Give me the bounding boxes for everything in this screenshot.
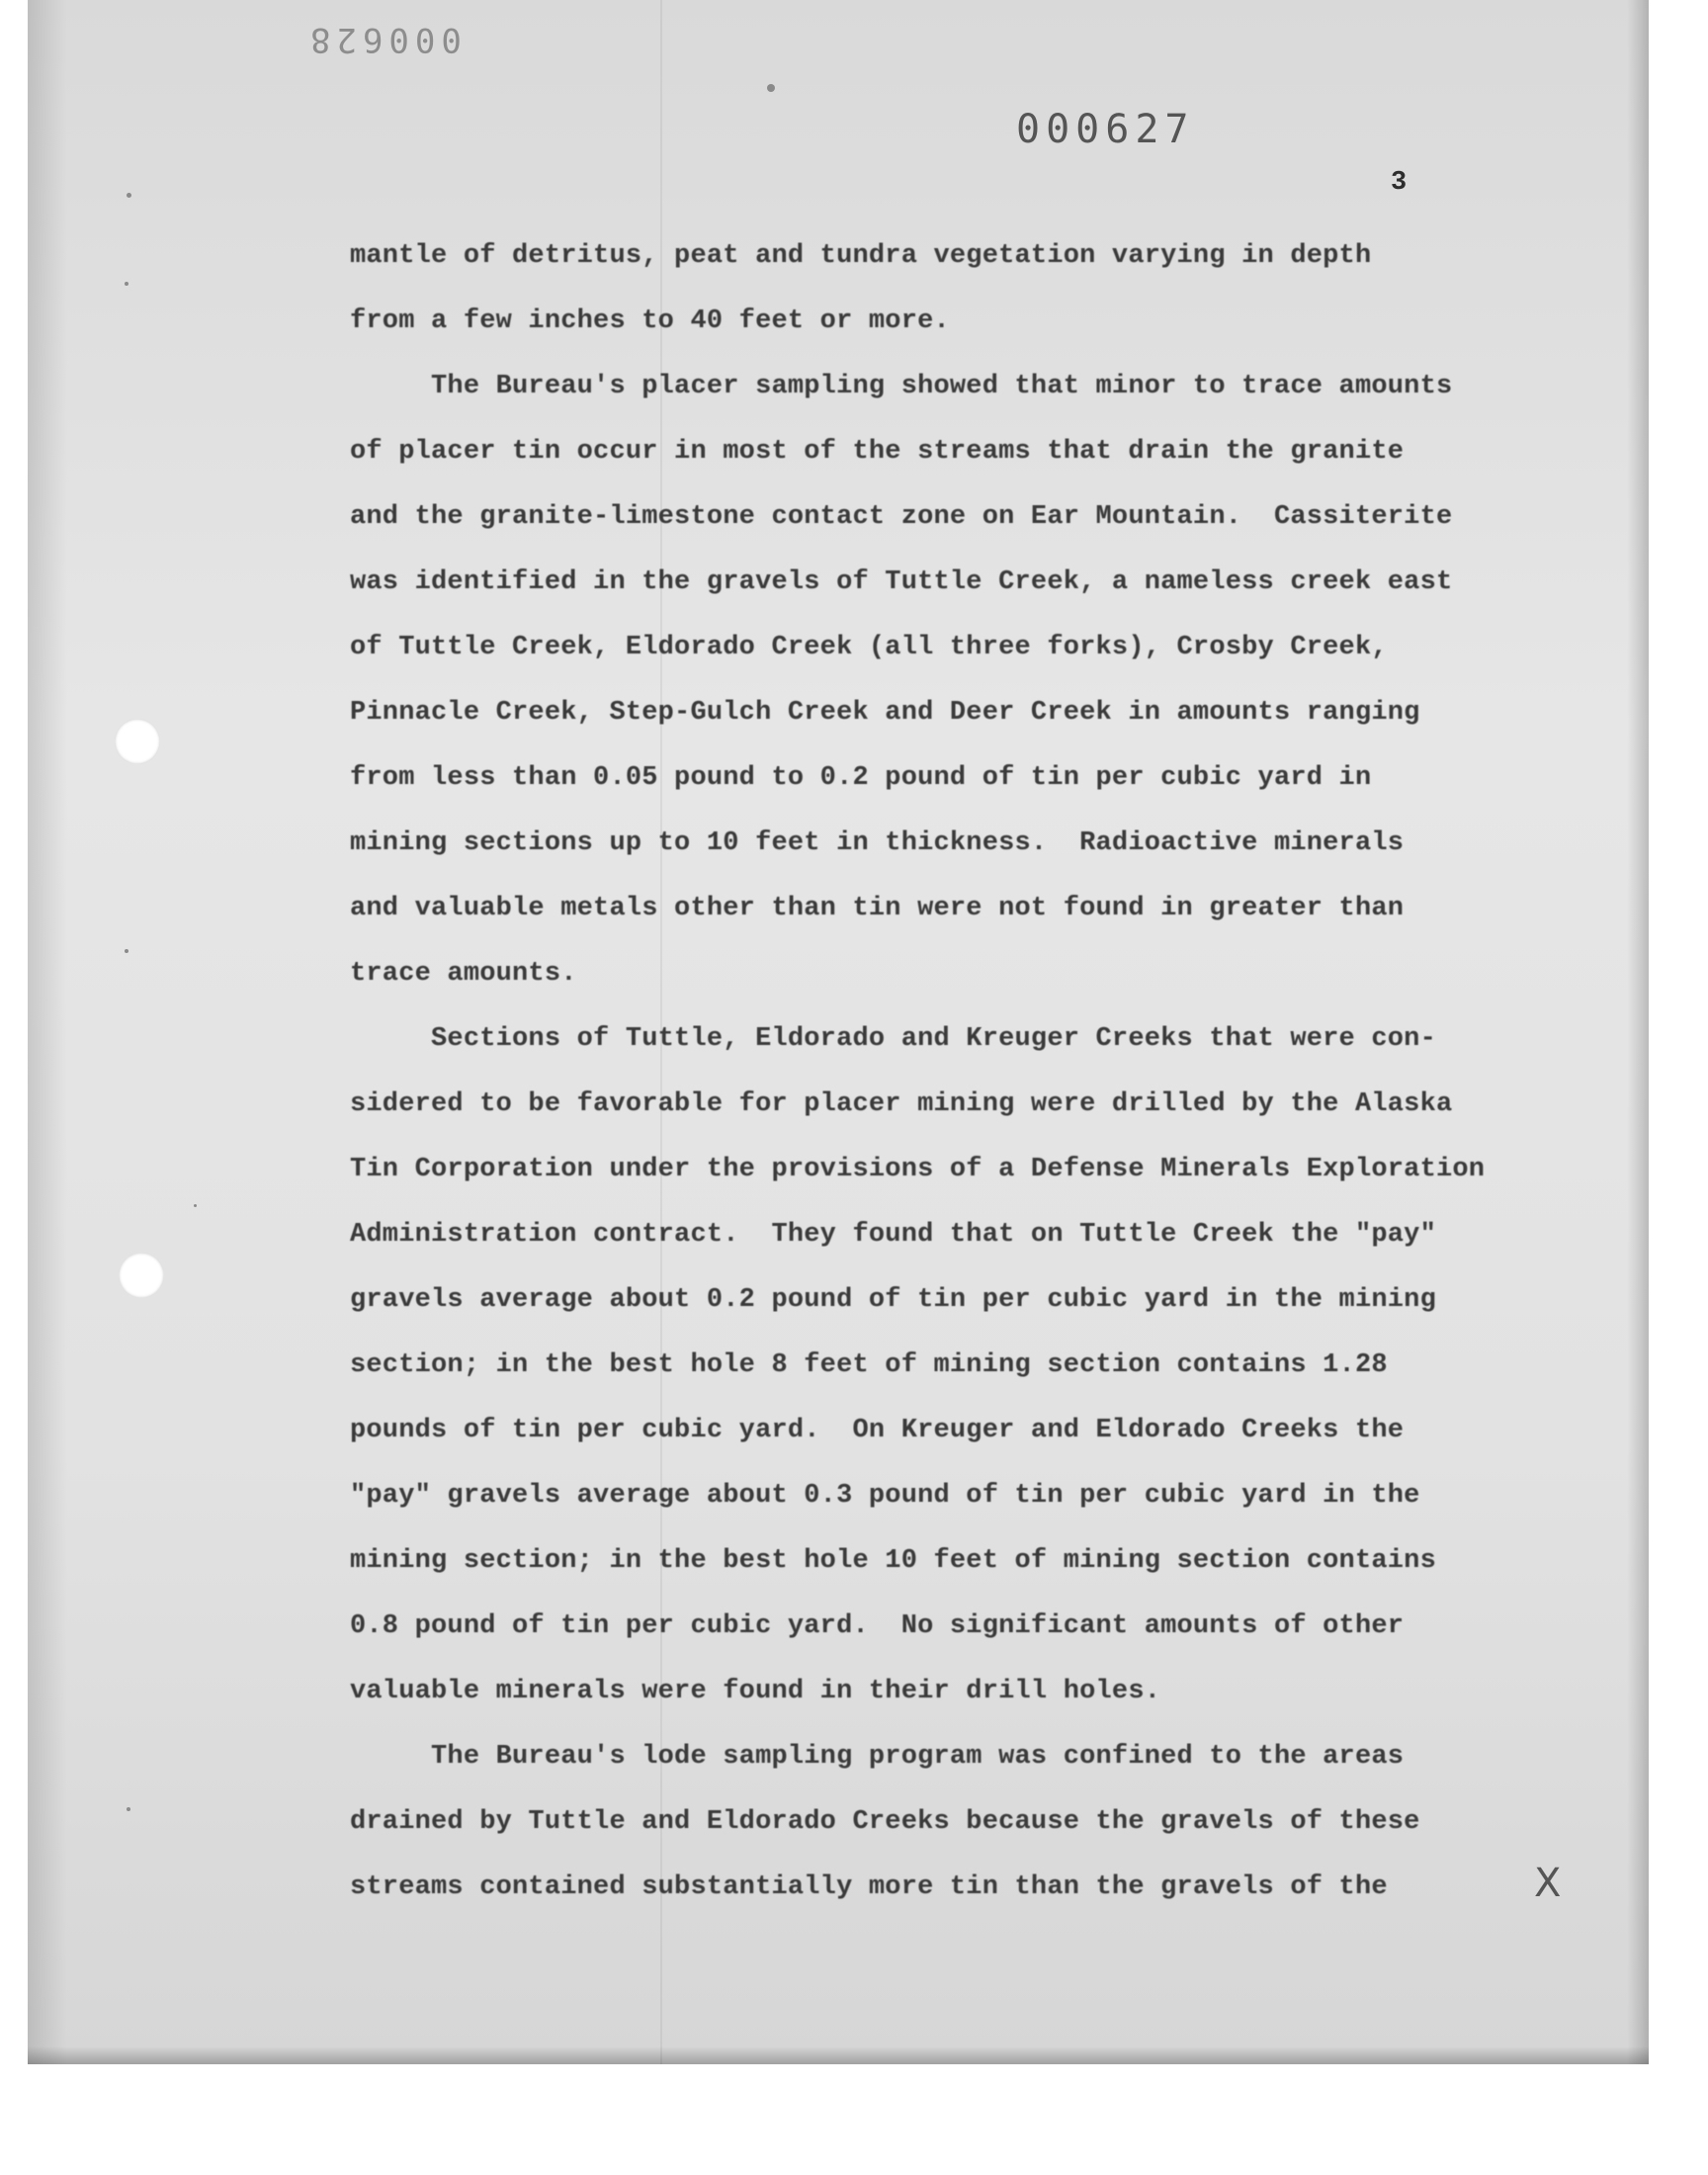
page-edge-shadow-left [28, 0, 67, 2064]
text-line: Sections of Tuttle, Eldorado and Kreuger Creeks that were con- [350, 1024, 1436, 1054]
page-number: 3 [1391, 168, 1408, 198]
text-line: of Tuttle Creek, Eldorado Creek (all three forks), Crosby Creek, [350, 633, 1388, 662]
text-line: Tin Corporation under the provisions of a Defense Minerals Exploration [350, 1155, 1486, 1184]
text-line: mining section; in the best hole 10 feet of mining section contains [350, 1546, 1436, 1576]
punch-hole [119, 1253, 164, 1298]
text-line: sidered to be favorable for placer mining were drilled by the Alaska [350, 1089, 1453, 1119]
text-line: of placer tin occur in most of the streams that drain the granite [350, 437, 1405, 467]
text-line: and valuable metals other than tin were not found in greater than [350, 894, 1405, 923]
scan-speck [125, 949, 128, 953]
scan-speck [127, 193, 131, 198]
text-line: The Bureau's lode sampling program was confined to the areas [350, 1742, 1405, 1772]
text-line: mantle of detritus, peat and tundra vegetation varying in depth [350, 241, 1372, 271]
text-line: Pinnacle Creek, Step-Gulch Creek and Deer Creek in amounts ranging [350, 698, 1420, 728]
text-line: streams contained substantially more tin than the gravels of the [350, 1872, 1388, 1902]
page-edge-shadow-bottom [28, 2046, 1649, 2064]
scan-speck [127, 1807, 130, 1811]
text-line: drained by Tuttle and Eldorado Creeks because the gravels of these [350, 1807, 1420, 1837]
text-line: was identified in the gravels of Tuttle Creek, a nameless creek east [350, 567, 1453, 597]
text-line: "pay" gravels average about 0.3 pound of tin per cubic yard in the [350, 1481, 1420, 1511]
scan-speck [194, 1204, 197, 1207]
text-line: section; in the best hole 8 feet of mining section contains 1.28 [350, 1350, 1388, 1380]
text-line: trace amounts. [350, 959, 577, 989]
scan-speck [125, 282, 128, 286]
text-line: mining sections up to 10 feet in thickness. Radioactive minerals [350, 828, 1405, 858]
page-edge-shadow-right [1627, 0, 1649, 2064]
text-line: Administration contract. They found that on Tuttle Creek the "pay" [350, 1220, 1436, 1250]
punch-hole [115, 719, 160, 764]
text-line: gravels average about 0.2 pound of tin per cubic yard in the mining [350, 1285, 1436, 1315]
scanned-page [28, 0, 1649, 2064]
stamp-number: 000627 [1016, 107, 1195, 152]
text-line: 0.8 pound of tin per cubic yard. No significant amounts of other [350, 1611, 1405, 1641]
handwritten-margin-mark: X [1534, 1861, 1562, 1906]
text-line: The Bureau's placer sampling showed that minor to trace amounts [350, 372, 1453, 401]
text-line: from less than 0.05 pound to 0.2 pound of tin per cubic yard in [350, 763, 1372, 793]
text-line: from a few inches to 40 feet or more. [350, 306, 950, 336]
text-line: pounds of tin per cubic yard. On Kreuger and Eldorado Creeks the [350, 1416, 1405, 1445]
text-line: valuable minerals were found in their drill holes. [350, 1677, 1161, 1706]
scan-speck [767, 84, 775, 92]
body-text [350, 223, 1516, 1920]
stamp-number-top: 000628 [304, 20, 462, 59]
text-line: and the granite-limestone contact zone on Ear Mountain. Cassiterite [350, 502, 1453, 532]
